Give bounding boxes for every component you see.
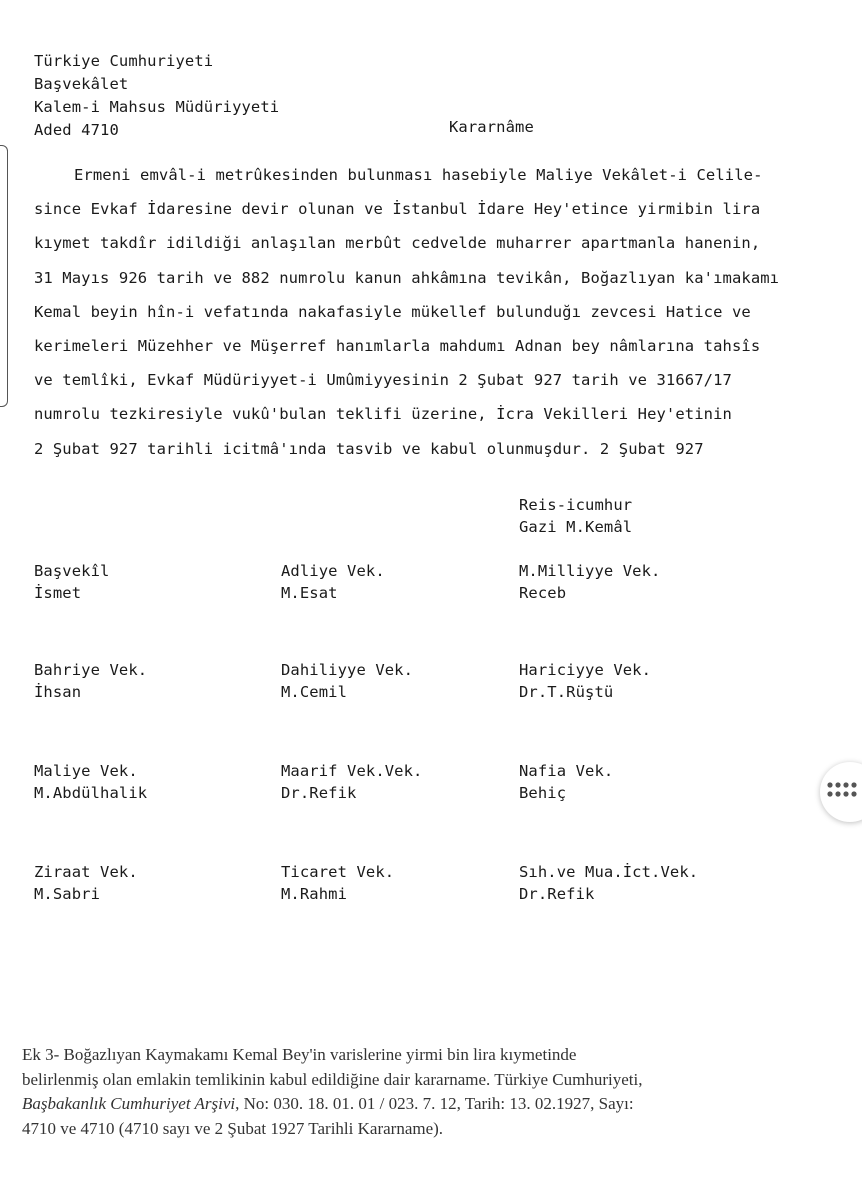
page-edge-bracket [0, 145, 8, 407]
signature-title: Hariciyye Vek. [519, 661, 652, 679]
signature-title: Dahiliyye Vek. [281, 661, 414, 679]
signature-name: M.Abdülhalik [34, 784, 148, 802]
caption-line [22, 1092, 828, 1117]
signature-block [519, 861, 698, 905]
signature-block [519, 760, 613, 804]
body-line: Ermeni emvâl-i metrûkesinden bulunması hasebiyle Maliye Vekâlet-i Celile- [74, 166, 763, 184]
body-line: 2 Şubat 927 tarihli icitmâ'ında tasvib ve kabul olunmuşdur. 2 Şubat 927 [34, 439, 704, 458]
body-line: ve temlîki, Evkaf Müdüriyyet-i Umûmiyyesinin 2 Şubat 927 tarih ve 31667/17 [34, 371, 732, 390]
signature-title: Maliye Vek. [34, 762, 138, 780]
signature-name: Dr.Refik [519, 885, 595, 903]
figure-caption [22, 1043, 828, 1141]
signature-title: Ziraat Vek. [34, 863, 138, 881]
caption-text: , No: 030. 18. 01. 01 / 023. 7. 12, Tarih: 13. 02.1927, Sayı: [235, 1094, 634, 1113]
signature-name: Behiç [519, 784, 567, 802]
signature-title: Adliye Vek. [281, 562, 385, 580]
document-title: Kararnâme [449, 118, 534, 136]
caption-line: Ek 3- Boğazlıyan Kaymakamı Kemal Bey'in varislerine yirmi bin lira kıymetinde [22, 1045, 577, 1064]
signature-name: Receb [519, 584, 567, 602]
signature-name: M.Sabri [34, 885, 101, 903]
signature-name: İhsan [34, 683, 82, 701]
signature-name: Dr.Refik [281, 784, 357, 802]
signature-block [281, 560, 385, 604]
caption-line: belirlenmiş olan emlakin temlikinin kabul edildiğine dair kararname. Türkiye Cumhuriyeti, [22, 1069, 643, 1089]
signature-name: İsmet [34, 584, 82, 602]
signature-title: Başvekîl [34, 562, 110, 580]
header-line: Aded 4710 [34, 121, 119, 139]
signature-block [34, 861, 138, 905]
president-signature [519, 494, 632, 538]
document-header [34, 50, 279, 142]
body-line: numrolu tezkiresiyle vukû'bulan teklifi üzerine, İcra Vekilleri Hey'etinin [34, 405, 732, 424]
signature-title: Maarif Vek.Vek. [281, 762, 423, 780]
signature-block [34, 560, 109, 604]
signature-title: M.Milliyye Vek. [519, 562, 661, 580]
signature-name: M.Cemil [281, 683, 348, 701]
signature-name: Dr.T.Rüştü [519, 683, 614, 701]
signature-block [281, 659, 413, 703]
floating-menu-button[interactable] [820, 762, 862, 822]
signature-name: M.Rahmi [281, 885, 348, 903]
archive-name: Başbakanlık Cumhuriyet Arşivi [22, 1094, 236, 1113]
header-line: Türkiye Cumhuriyeti [34, 52, 214, 70]
signature-title: Bahriye Vek. [34, 661, 148, 679]
header-line: Kalem-i Mahsus Müdüriyyeti [34, 98, 280, 116]
document-body [34, 158, 824, 466]
dots-grid-icon [826, 781, 860, 803]
body-line: kıymet takdîr idildiği anlaşılan merbût cedvelde muharrer apartmanla hanenin, [34, 234, 761, 253]
body-line: 31 Mayıs 926 tarih ve 882 numrolu kanun ahkâmına tevikân, Boğazlıyan ka'ımakamı [34, 268, 780, 287]
signature-block [34, 659, 147, 703]
signature-block [34, 760, 147, 804]
body-line: kerimeleri Müzehher ve Müşerref hanımlarla mahdumı Adnan bey nâmlarına tahsîs [34, 337, 761, 356]
signature-title: Nafia Vek. [519, 762, 614, 780]
header-line: Başvekâlet [34, 75, 129, 93]
signature-block [281, 760, 422, 804]
body-line: since Evkaf İdaresine devir olunan ve İstanbul İdare Hey'etince yirmibin lira [34, 200, 761, 219]
caption-line: 4710 ve 4710 (4710 sayı ve 2 Şubat 1927 Tarihli Kararname). [22, 1118, 444, 1138]
signature-block [281, 861, 394, 905]
signature-name: Gazi M.Kemâl [519, 518, 633, 536]
signature-title: Reis-icumhur [519, 496, 633, 514]
signature-block [519, 560, 660, 604]
signature-block [519, 659, 651, 703]
body-line: Kemal beyin hîn-i vefatında nakafasiyle mükellef bulunduğı zevcesi Hatice ve [34, 302, 751, 321]
signature-title: Sıh.ve Mua.İct.Vek. [519, 863, 699, 881]
signature-title: Ticaret Vek. [281, 863, 395, 881]
signature-name: M.Esat [281, 584, 338, 602]
